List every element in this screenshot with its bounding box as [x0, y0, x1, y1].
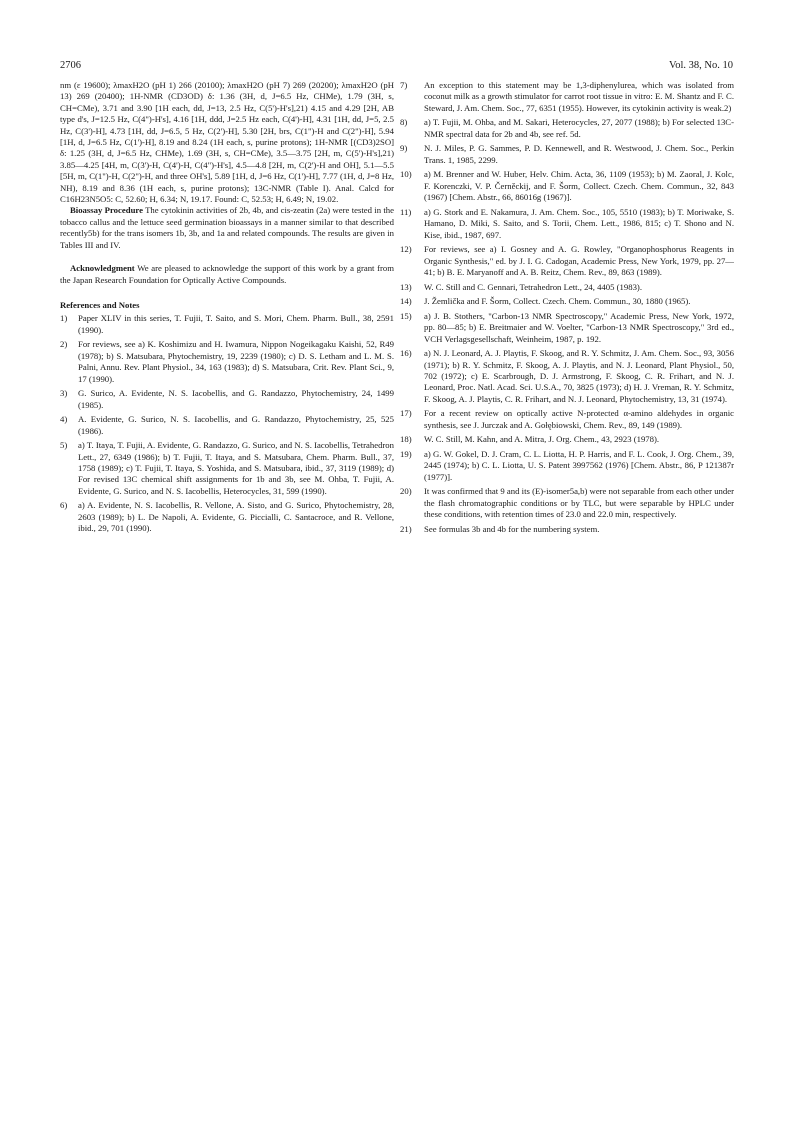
- reference-number: 10): [400, 169, 412, 180]
- acknowledgment-paragraph: [60, 263, 394, 286]
- bioassay-paragraph: [60, 205, 394, 251]
- reference-text: J. Žemlička and F. Šorm, Collect. Czech. Chem. Commun., 30, 1880 (1965).: [424, 296, 691, 307]
- reference-number: 6): [60, 500, 68, 511]
- reference-number: 21): [400, 523, 412, 534]
- reference-number: 11): [400, 206, 412, 217]
- reference-item: [60, 313, 394, 336]
- reference-text: a) J. B. Stothers, "Carbon-13 NMR Spectroscopy," Academic Press, New York, 1972, pp. 80—85; b) E. Breitmaier and W. Voelter, "Carbon-13 NMR Spectroscopy," 3rd ed., VCH Verlagsgesellschaft, Weinheim, 1987, p. 192.: [424, 310, 734, 344]
- reference-text: A. Evidente, G. Surico, N. S. Iacobellis, and G. Randazzo, Phytochemistry, 25, 525 (1986).: [78, 414, 394, 436]
- reference-text: It was confirmed that 9 and its (E)-isomer5a,b) were not separable from each other under the flash chromatographic conditions or by TLC, but were separable by HPLC under these conditions, with retention times of 23.0 and 22.0 min, respectively.: [424, 486, 734, 520]
- reference-number: 8): [400, 117, 408, 128]
- reference-item: [400, 524, 734, 535]
- reference-item: [400, 282, 734, 293]
- reference-number: 14): [400, 296, 412, 307]
- reference-text: a) G. Stork and E. Nakamura, J. Am. Chem. Soc., 105, 5510 (1983); b) T. Moriwake, S. Hamano, D. Miki, S. Saito, and S. Torii, Chem. Lett., 1986, 815; c) T. Shono and N. Kise, ibid., 1987, 697.: [424, 206, 734, 240]
- reference-text: a) M. Brenner and W. Huber, Helv. Chim. Acta, 36, 1109 (1953); b) M. Zaoral, J. Kolc, F. Korenczki, V. P. Černěckij, and F. Šorm, Collect. Czech. Chem. Commun., 32, 843 (1967) [Chem. Abstr., 66, 86016g (1967)].: [424, 169, 734, 203]
- acknowledgment-heading: Acknowledgment: [70, 263, 135, 274]
- reference-number: 12): [400, 244, 412, 255]
- reference-item: [400, 169, 734, 203]
- reference-item: [400, 486, 734, 520]
- reference-number: 18): [400, 434, 412, 445]
- reference-item: [60, 414, 394, 437]
- reference-number: 3): [60, 388, 68, 399]
- bioassay-heading: Bioassay Procedure: [70, 205, 143, 216]
- reference-number: 15): [400, 310, 412, 321]
- reference-item: [400, 408, 734, 431]
- journal-volume: Vol. 38, No. 10: [669, 60, 733, 71]
- reference-item: [400, 449, 734, 483]
- reference-text: W. C. Still, M. Kahn, and A. Mitra, J. Org. Chem., 43, 2923 (1978).: [424, 434, 660, 445]
- reference-text: G. Surico, A. Evidente, N. S. Iacobellis, and G. Randazzo, Phytochemistry, 24, 1499 (1985).: [78, 388, 394, 410]
- reference-item: [400, 143, 734, 166]
- reference-text: a) T. Itaya, T. Fujii, A. Evidente, G. Randazzo, G. Surico, and N. S. Iacobellis, Tetrahedron Lett., 27, 6349 (1986); b) T. Fujii, T. Itaya, and S. Matsubara, Chem. Pharm. Bull., 37, 1758 (1989); c) T. Fujii, T. Itaya, S. Yoshida, and S. Matsubara, ibid., 37, 3119 (1989); d) For revised 13C chemical shift assignments for 1b and 3b, see M. Ohba, T. Fujii, A. Evidente, G. Surico, and N. S. Iacobellis, Heterocycles, 31, 599 (1990).: [78, 440, 394, 496]
- reference-number: 9): [400, 143, 408, 154]
- reference-number: 1): [60, 313, 68, 324]
- reference-item: [400, 207, 734, 241]
- reference-item: [400, 434, 734, 445]
- reference-text: a) G. W. Gokel, D. J. Cram, C. L. Liotta, H. P. Harris, and F. L. Cook, J. Org. Chem., 39, 2445 (1974); b) C. L. Liotta, U. S. Patent 3997562 (1976) [Chem. Abstr., 86, P 121387r (1977)].: [424, 449, 734, 482]
- reference-item: [60, 339, 394, 385]
- reference-number: 20): [400, 486, 412, 497]
- reference-item: [60, 440, 394, 497]
- reference-number: 7): [400, 80, 408, 90]
- reference-text: Paper XLIV in this series, T. Fujii, T. Saito, and S. Mori, Chem. Pharm. Bull., 38, 2591 (1990).: [78, 313, 394, 335]
- reference-number: 13): [400, 281, 412, 292]
- reference-text: N. J. Miles, P. G. Sammes, P. D. Kennewell, and R. Westwood, J. Chem. Soc., Perkin Trans. 1, 1985, 2299.: [424, 143, 734, 165]
- reference-item: [60, 388, 394, 411]
- reference-text: An exception to this statement may be 1,3-diphenylurea, which was isolated from coconut milk as a growth stimulator for carrot root tissue in vitro: E. M. Shantz and F. C. Steward, J. Am. Chem. Soc., 77, 6351 (1955). However, its cytokinin activity is weak.2): [424, 80, 734, 113]
- acknowledgment-text: We are pleased to acknowledge the support of this work by a grant from the Japan Research Foundation for Optically Active Compounds.: [60, 263, 395, 285]
- reference-number: 16): [400, 348, 412, 359]
- reference-number: 2): [60, 339, 68, 350]
- reference-text: For reviews, see a) K. Koshimizu and H. Iwamura, Nippon Nogeikagaku Kaishi, 52, R49 (1978); b) S. Matsubara, Phytochemistry, 19, 2239 (1980); c) D. S. Letham and L. M. S. Palni, Annu. Rev. Plant Physiol., 34, 163 (1983); d) S. Matsubara, Crit. Rev. Plant Sci., 9, 17 (1990).: [78, 339, 394, 384]
- reference-number: 4): [60, 414, 68, 425]
- spectral-data-paragraph: nm (ε 19600); λmaxH2O (pH 1) 266 (20100); λmaxH2O (pH 7) 269 (20200); λmaxH2O (pH 13) 269 (20400); 1H-NMR (CD3OD) δ: 1.36 (3H, d, J=6.5 Hz, CHMe), 1.79 (3H, s, CH=CMe), 3.71 and 3.90 [1H each, dd, J=13, 2.5 Hz, C(5')-H's],21) 4.15 and 4.29 [2H, AB type d's, J=12.5 Hz, C(4")-H's], 4.16 [1H, ddd, J=2.5 Hz each, C(4')-H], 4.31 [1H, dd, J=5, 2.5 Hz, C(3')-H], 4.73 [1H, dd, J=6.5, 5 Hz, C(2')-H], 5.30 [2H, brs, C(1")-H and C(2")-H], 5.94 [1H, d, J=6.5 Hz, C(1')-H], 8.19 and 8.24 (1H each, s, purine protons); 1H-NMR [(CD3)2SO] δ: 1.25 (3H, d, J=6.5 Hz, CHMe), 1.69 (3H, s, CH=CMe), 3.5—3.75 [2H, m, C(5')-H's],21) 3.85—4.25 [4H, m, C(3')-H, C(4')-H, C(4")-H's], 4.5—4.8 [2H, m, C(2')-H and OH], 5.1—5.5 [5H, m, C(1")-H, C(2")-H, and three OH's], 5.89 [1H, d, J=6 Hz, C(1')-H], 7.77 (1H, d, J=8 Hz, NH), 8.19 and 8.36 (1H each, s, purine protons); 13C-NMR (Table I). Anal. Calcd for C16H23N5O5: C, 52.60; H, 6.34; N, 19.17. Found: C, 52.53; H, 6.49; N, 19.02.: [60, 80, 394, 205]
- reference-text: a) A. Evidente, N. S. Iacobellis, R. Vellone, A. Sisto, and G. Surico, Phytochemistry, 28, 2603 (1989); b) L. De Napoli, A. Evidente, G. Piccialli, C. Santacroce, and R. Vellone, ibid., 29, 701 (1990).: [78, 500, 394, 534]
- reference-item: [400, 311, 734, 345]
- reference-item: [60, 500, 394, 534]
- reference-item: [400, 244, 734, 278]
- left-column: [60, 80, 394, 538]
- reference-item: [400, 296, 734, 307]
- reference-text: W. C. Still and C. Gennari, Tetrahedron Lett., 24, 4405 (1983).: [424, 281, 642, 292]
- reference-text: See formulas 3b and 4b for the numbering system.: [424, 523, 600, 534]
- reference-number: 5): [60, 440, 68, 451]
- references-heading: References and Notes: [60, 299, 140, 310]
- reference-number: 17): [400, 408, 412, 419]
- reference-text: For a recent review on optically active N-protected α-amino aldehydes in organic synthesis, see J. Jurczak and A. Gołębiowski, Chem. Rev., 89, 149 (1989).: [424, 408, 734, 430]
- reference-item: [400, 117, 734, 140]
- left-reference-list: [60, 313, 394, 534]
- reference-number: 19): [400, 449, 412, 460]
- bioassay-text: The cytokinin activities of 2b, 4b, and cis-zeatin (2a) were tested in the tobacco callus and the lettuce seed germination bioassays in a manner similar to that described recently5b) for the trans isomers 1b, 3b, and 1a and related compounds. The results are given in Tables III and IV.: [60, 205, 394, 250]
- reference-item: [400, 348, 734, 405]
- page-number: 2706: [60, 60, 81, 71]
- reference-text: a) N. J. Leonard, A. J. Playtis, F. Skoog, and R. Y. Schmitz, J. Am. Chem. Soc., 93, 3056 (1971); b) R. Y. Schmitz, F. Skoog, A. J. Playtis, and N. J. Leonard, Plant Physiol., 50, 702 (1972); c) E. Scarbrough, D. J. Armstrong, F. Skoog, C. R. Frihart, and N. J. Leonard, Proc. Natl. Acad. Sci. U.S.A., 70, 3825 (1973); d) H. J. Vreman, R. Y. Schmitz, F. Skoog, A. J. Playtis, C. R. Frihart, and N. J. Leonard, Phytochemistry, 13, 31 (1974).: [424, 348, 734, 404]
- right-column: [400, 80, 734, 538]
- reference-text: a) T. Fujii, M. Ohba, and M. Sakari, Heterocycles, 27, 2077 (1988); b) For selected 13C-NMR spectral data for 2b and 4b, see ref. 5d.: [424, 117, 734, 139]
- reference-text: For reviews, see a) I. Gosney and A. G. Rowley, "Organophosphorus Reagents in Organic Synthesis," ed. by J. I. G. Cadogan, Academic Press, New York, 1979, pp. 27—41; b) B. E. Maryanoff and A. B. Reitz, Chem. Rev., 89, 863 (1989).: [424, 244, 734, 278]
- reference-item: [400, 80, 734, 114]
- right-reference-list: [400, 80, 734, 535]
